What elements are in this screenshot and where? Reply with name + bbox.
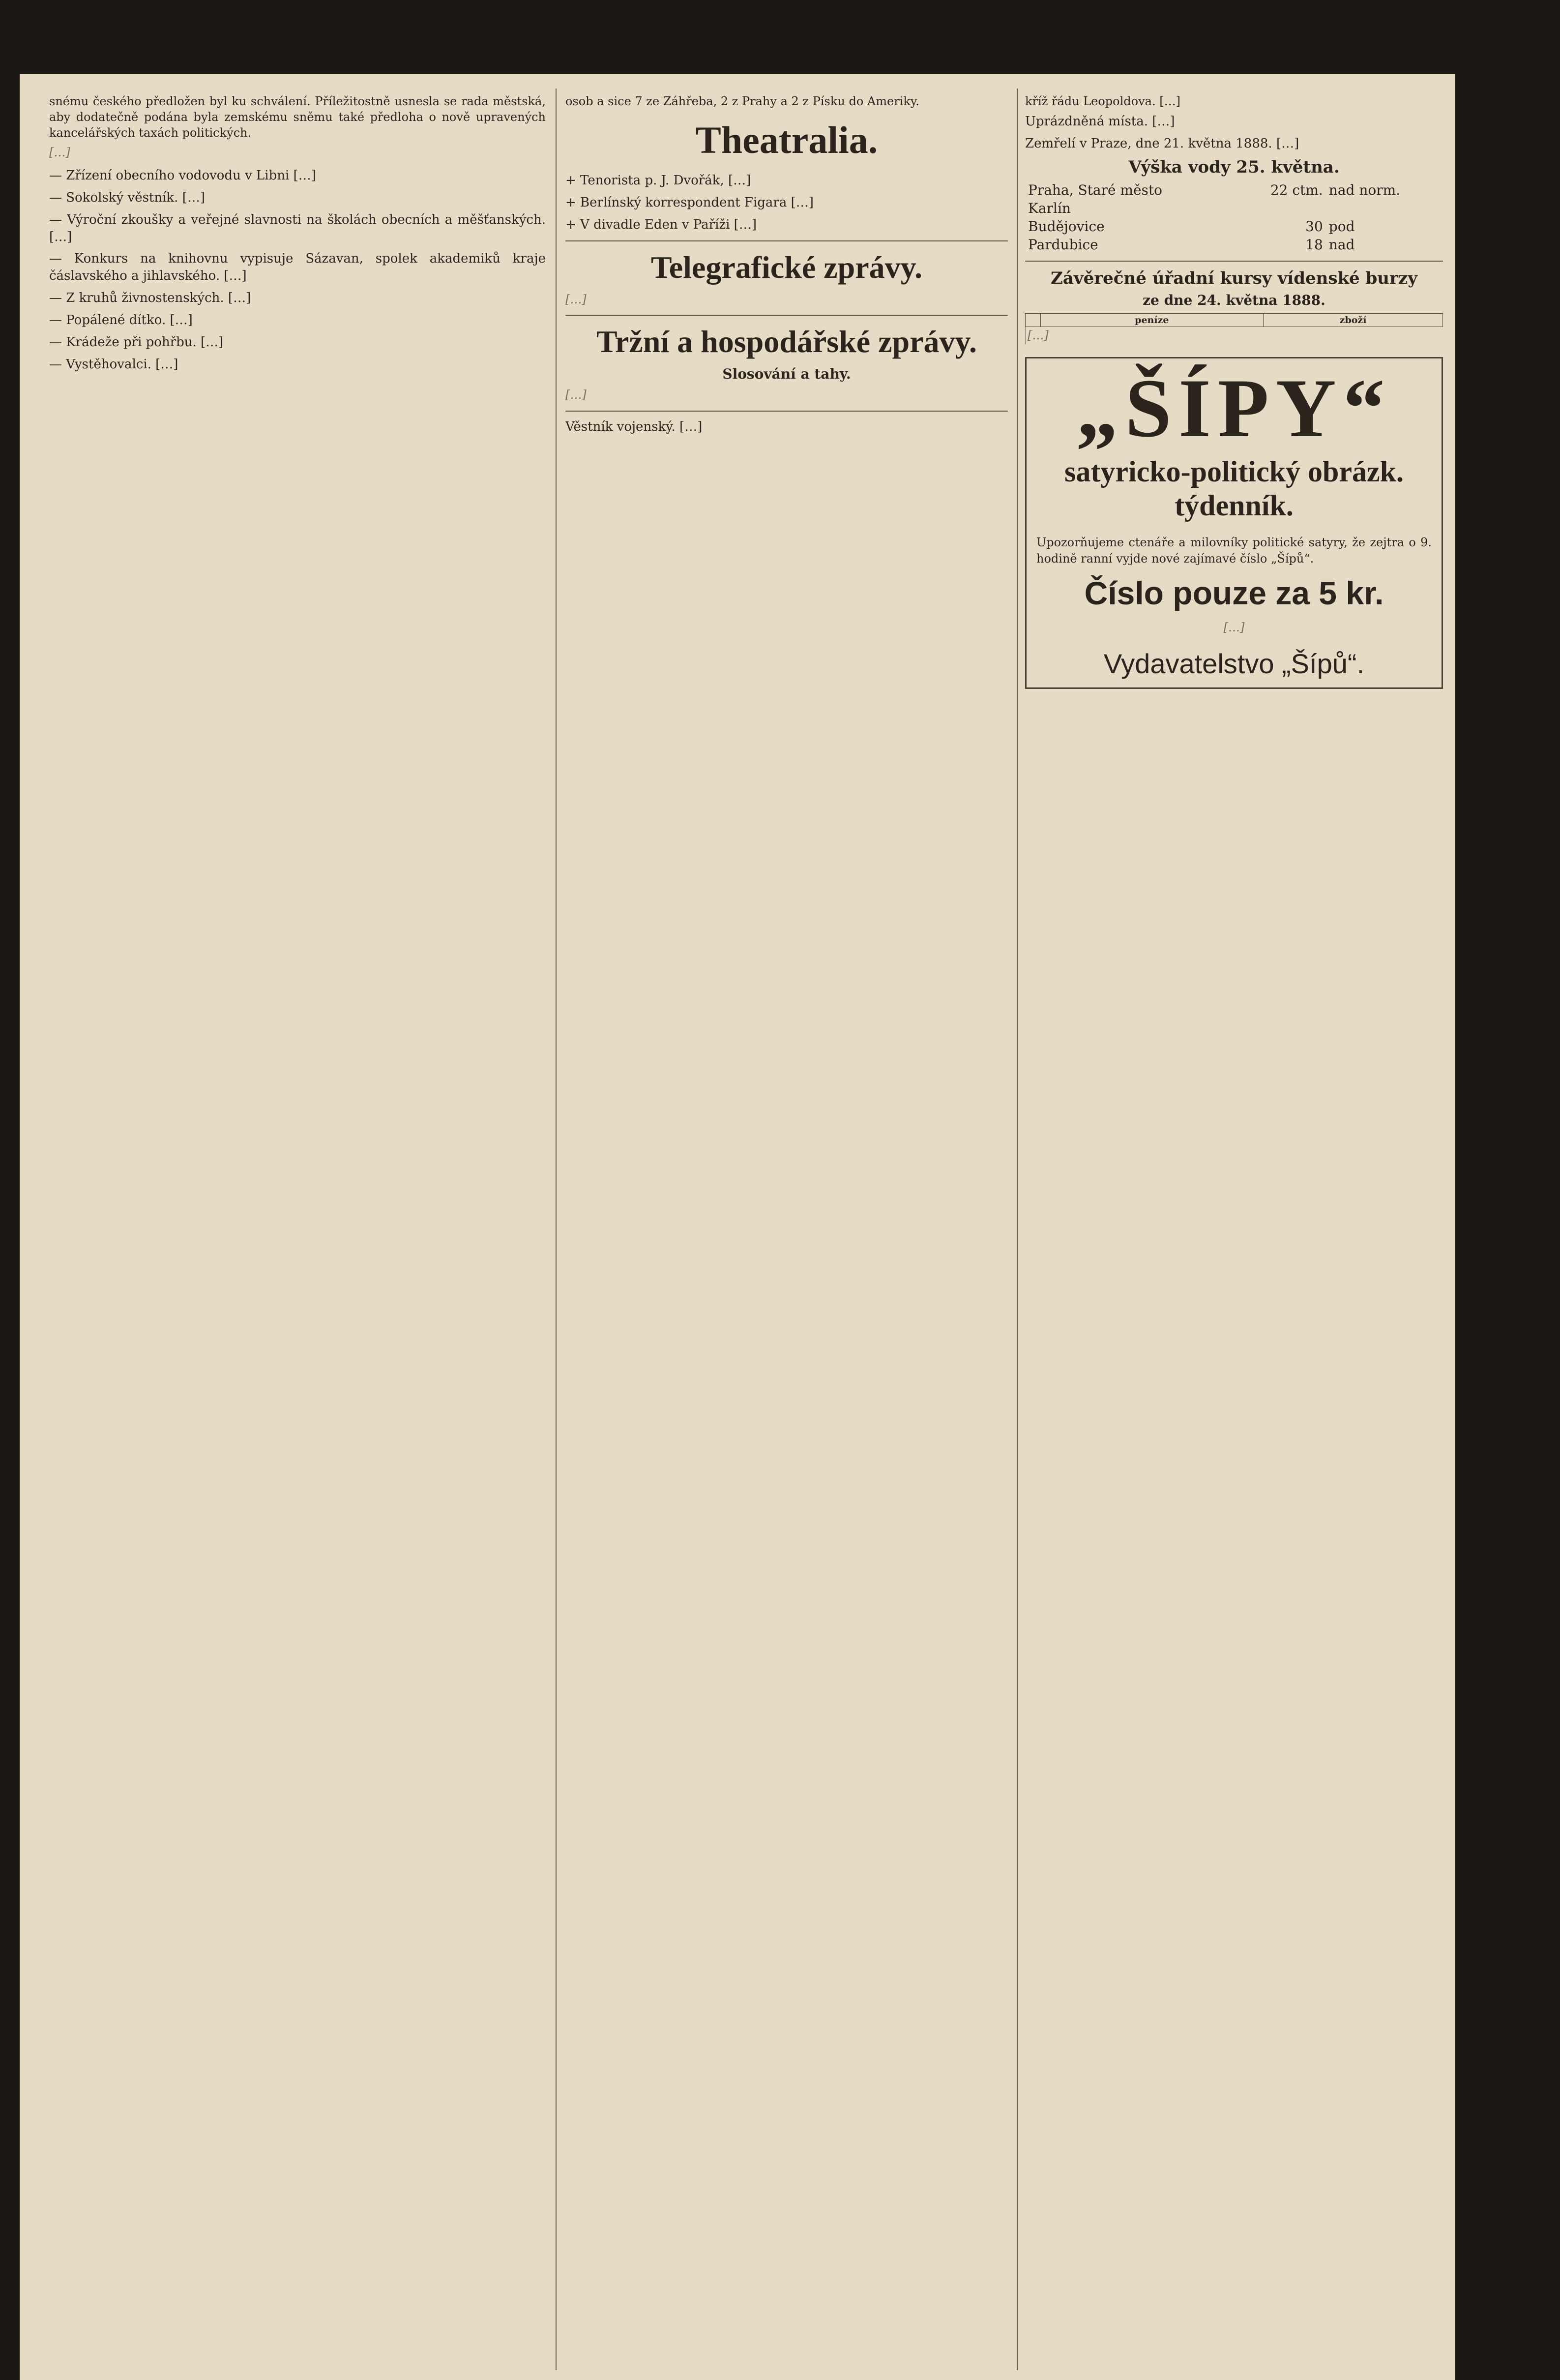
ad-title: „ŠÍPY“ (1076, 362, 1392, 455)
theatre-item: + Tenorista p. J. Dvořák, […] (565, 173, 751, 188)
divider (1025, 261, 1443, 262)
untranscribed-text: […] (1223, 620, 1245, 634)
article-text: osob a sice 7 ze Záhřeba, 2 z Prahy a 2 z Písku do Ameriky. (565, 94, 919, 108)
water-level-row: Budějovice 30 pod (1028, 218, 1355, 235)
news-item: — Konkurs na knihovnu vypisuje Sázavan, spolek akademiků kraje čáslavského a jihlavského. […] (49, 251, 546, 284)
vacancy-item: Uprázdněná místa. […] (1025, 114, 1175, 129)
deaths-item: Zemřelí v Praze, dne 21. května 1888. […] (1025, 136, 1299, 151)
market-heading: Tržní a hospodářské zprávy. (596, 324, 977, 359)
divider (565, 315, 1008, 316)
article-text: snému českého předložen byl ku schválení. Příležitostně usnesla se rada městská, aby dodatečně podána byla zemskému sněmu také předloha o nově upravených kancelářských taxách politických. (49, 94, 546, 140)
water-level-heading: Výška vody 25. května. (1128, 157, 1340, 177)
news-item: — Sokolský věstník. […] (49, 190, 206, 205)
divider (565, 411, 1008, 412)
ad-price: Číslo pouze za 5 kr. (1084, 574, 1384, 611)
untranscribed-text: […] (565, 292, 587, 306)
news-item: — Výroční zkoušky a veřejné slavnosti na školách obecních a měšťanských. […] (49, 212, 546, 244)
column-rule (1017, 89, 1018, 2370)
ad-body: Upozorňujeme ctenáře a milovníky politické satyry, že zejtra o 9. hodině ranní vyjde nové zajímavé číslo „Šípů“. (1036, 536, 1432, 565)
exchange-col-label (1026, 313, 1041, 327)
divider (565, 240, 1008, 241)
theatre-item: + V divadle Eden v Paříži […] (565, 217, 757, 232)
exchange-col-goods: zboží (1264, 313, 1443, 327)
sipy-advertisement (1025, 357, 1443, 689)
column-1 (49, 93, 546, 2365)
water-level-row: Pardubice 18 nad (1028, 236, 1355, 253)
water-level-row: Praha, Staré město 22 ctm. nad norm. (1028, 181, 1401, 198)
exchange-row (1026, 327, 1443, 344)
military-item: Věstník vojenský. […] (565, 419, 703, 434)
newspaper-page (20, 74, 1455, 2380)
article-text: kříž řádu Leopoldova. […] (1025, 94, 1180, 108)
water-level-row: Karlín (1028, 200, 1071, 216)
exchange-table (1025, 313, 1443, 345)
water-level-table (1025, 181, 1443, 254)
news-item: — Vystěhovalci. […] (49, 357, 178, 372)
news-item: — Z kruhů živnostenských. […] (49, 291, 251, 306)
untranscribed-text: […] (565, 388, 587, 402)
column-3 (1025, 93, 1443, 2365)
column-2 (565, 93, 1008, 2365)
news-item: — Zřízení obecního vodovodu v Libni […] (49, 168, 316, 183)
untranscribed-text: […] (49, 146, 70, 160)
theatre-heading: Theatralia. (695, 119, 878, 162)
exchange-heading: Závěrečné úřadní kursy vídenské burzy (1051, 268, 1417, 288)
telegraph-heading: Telegrafické zprávy. (650, 249, 923, 285)
exchange-header-row (1026, 313, 1443, 327)
theatre-item: + Berlínský korrespondent Figara […] (565, 195, 814, 210)
lottery-subheading: Slosování a tahy. (722, 366, 851, 383)
column-rule (556, 89, 557, 2370)
ad-subtitle: satyricko-politický obrázk. týdenník. (1064, 455, 1404, 522)
ad-publisher: Vydavatelstvo „Šípů“. (1103, 648, 1365, 680)
exchange-date: ze dne 24. května 1888. (1143, 292, 1325, 308)
exchange-col-money: peníze (1040, 313, 1264, 327)
untranscribed-text: […] (1026, 327, 1443, 344)
news-item: — Popálené dítko. […] (49, 312, 193, 327)
news-item: — Krádeže při pohřbu. […] (49, 334, 224, 350)
